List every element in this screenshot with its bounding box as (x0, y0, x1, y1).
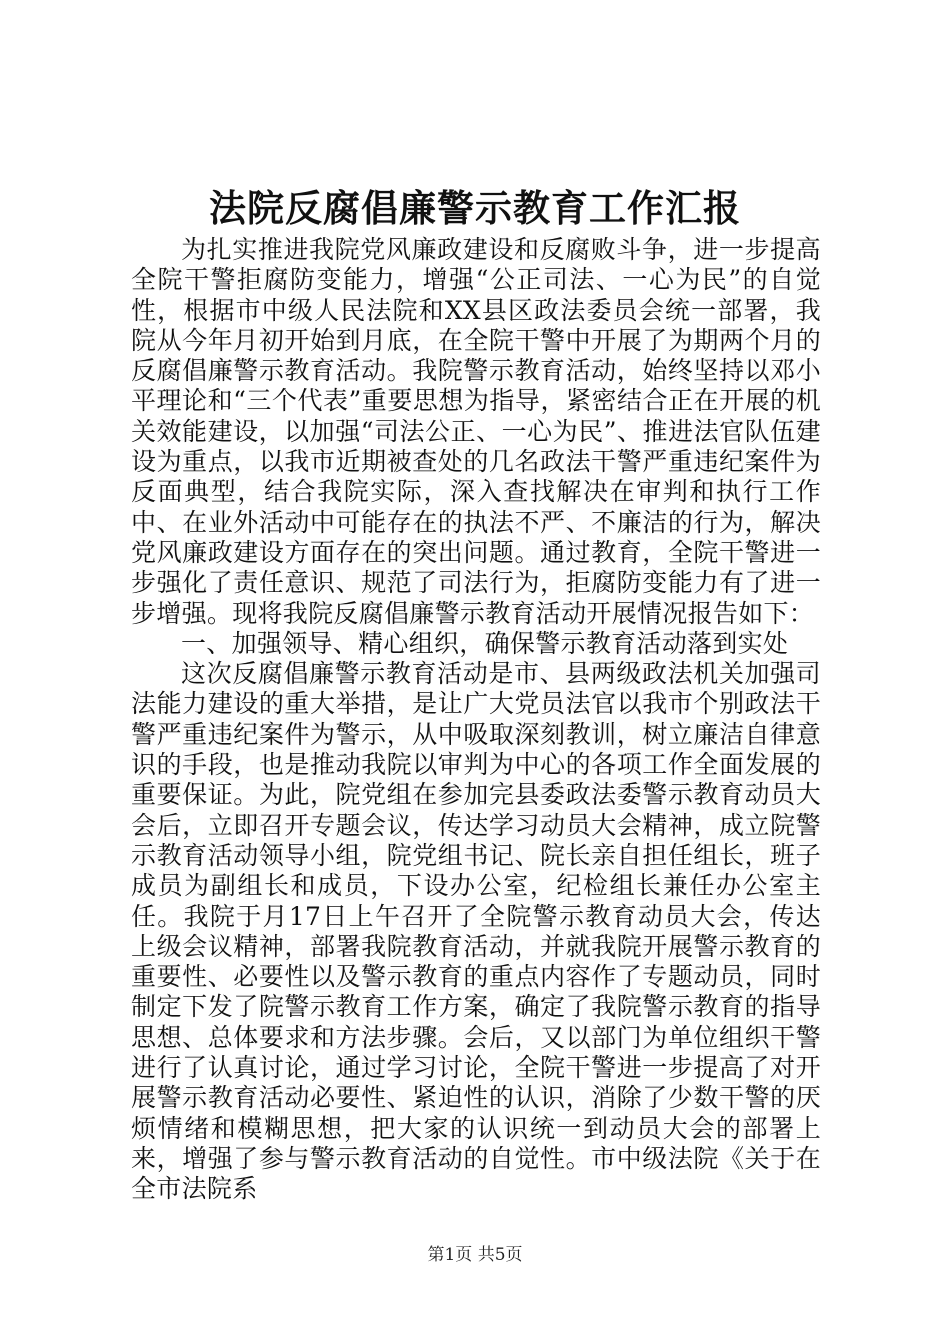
document-title: 法院反腐倡廉警示教育工作汇报 (209, 186, 741, 230)
document-body (131, 235, 821, 1205)
body-paragraph: 这次反腐倡廉警示教育活动是市、县两级政法机关加强司法能力建设的重大举措，是让广大党员法官以我市个别政法干警严重违纪案件为警示，从中吸取深刻教训，树立廉洁自律意识的手段，也是推动我院以审判为中心的各项工作全面发展的重要保证。为此，院党组在参加完县委政法委警示教育动员大会后，立即召开专题会议，传达学习动员大会精神，成立院警示教育活动领导小组，院党组书记、院长亲自担任组长，班子成员为副组长和成员，下设办公室，纪检组长兼任办公室主任。我院于月17日上午召开了全院警示教育动员大会，传达上级会议精神，部署我院教育活动，并就我院开展警示教育的重要性、必要性以及警示教育的重点内容作了专题动员，同时制定下发了院警示教育工作方案，确定了我院警示教育的指导思想、总体要求和方法步骤。会后，又以部门为单位组织干警进行了认真讨论，通过学习讨论，全院干警进一步提高了对开展警示教育活动必要性、紧迫性的认识，消除了少数干警的厌烦情绪和模糊思想，把大家的认识统一到动员大会的部署上来，增强了参与警示教育活动的自觉性。市中级法院《关于在全市法院系 (131, 659, 821, 1204)
intro-paragraph: 为扎实推进我院党风廉政建设和反腐败斗争，进一步提高全院干警拒腐防变能力，增强“公正司法、一心为民”的自觉性，根据市中级人民法院和XX县区政法委员会统一部署，我院从今年月初开始到月底，在全院干警中开展了为期两个月的反腐倡廉警示教育活动。我院警示教育活动，始终坚持以邓小平理论和“三个代表”重要思想为指导，紧密结合正在开展的机关效能建设，以加强“司法公正、一心为民”、推进法官队伍建设为重点，以我市近期被查处的几名政法干警严重违纪案件为反面典型，结合我院实际，深入查找解决在审判和执行工作中、在业外活动中可能存在的执法不严、不廉洁的行为，解决党风廉政建设方面存在的突出问题。通过教育，全院干警进一步强化了责任意识、规范了司法行为，拒腐防变能力有了进一步增强。现将我院反腐倡廉警示教育活动开展情况报告如下： (131, 235, 821, 628)
section-heading: 一、加强领导、精心组织，确保警示教育活动落到实处 (181, 628, 789, 658)
page-number-footer: 第1页 共5页 (427, 1245, 523, 1265)
